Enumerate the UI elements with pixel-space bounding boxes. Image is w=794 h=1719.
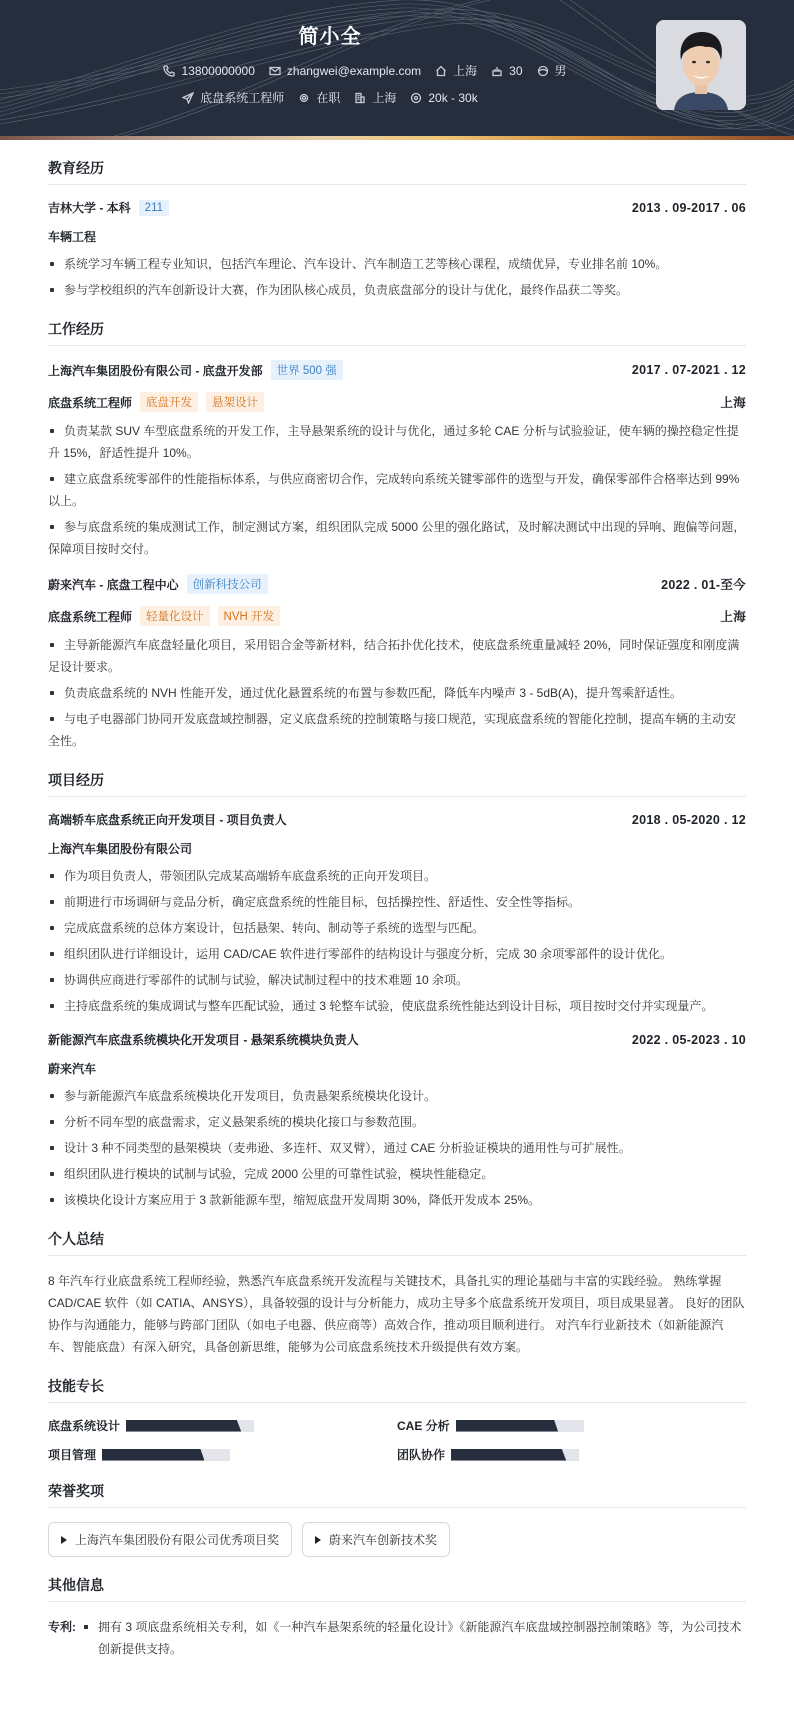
skill-item xyxy=(397,1417,746,1434)
work-date: 2017 . 07-2021 . 12 xyxy=(631,363,746,377)
summary-section xyxy=(48,1229,746,1358)
list-item: 系统学习车辆工程专业知识，包括汽车理论、汽车设计、汽车制造工艺等核心课程，成绩优异，专业排名前 10%。 xyxy=(48,253,746,275)
contact-info-row xyxy=(0,62,660,79)
position-item xyxy=(182,89,284,106)
skill-item xyxy=(397,1446,746,1463)
other-section xyxy=(48,1575,746,1660)
phone-item xyxy=(163,64,254,78)
school-tag: 211 xyxy=(139,200,169,216)
gender-icon xyxy=(537,65,549,77)
awards-section xyxy=(48,1481,746,1557)
project-entry xyxy=(48,1031,746,1211)
email-value: zhangwei@example.com xyxy=(286,63,422,78)
skill-tag: 轻量化设计 xyxy=(140,606,210,626)
project-company: 上海汽车集团股份有限公司 xyxy=(48,842,193,856)
education-section xyxy=(48,158,746,301)
list-item: 协调供应商进行零部件的试制与试验，解决试制过程中的技术难题 10 余项。 xyxy=(48,969,746,991)
status-item xyxy=(298,89,340,106)
triangle-icon xyxy=(61,1536,67,1544)
skill-bar xyxy=(451,1449,579,1461)
skill-name: 项目管理 xyxy=(48,1448,97,1462)
summary-text: 8 年汽车行业底盘系统工程师经验，熟悉汽车底盘系统开发流程与关键技术，具备扎实的理论基础与丰富的实践经验。 熟练掌握 CAD/CAE 软件（如 CATIA、ANSYS），具备较强的设计与分析能力，成功主导多个底盘系统开发项目，项目成果显著。 良好的团队协作与沟通能力，能够与跨部门团队（如电子电器、供应商等）高效合作，推动项目顺利进行。 对汽车行业新技术（如新能源汽车、智能底盘）有深入研究，具备创新思维，能够为公司底盘系统技术升级提供有效方案。 xyxy=(48,1274,745,1354)
project-bullets xyxy=(48,865,746,1017)
age-item xyxy=(491,64,522,78)
work-entry xyxy=(48,574,746,752)
award-label: 上海汽车集团股份有限公司优秀项目奖 xyxy=(75,1533,280,1547)
list-item: 参与学校组织的汽车创新设计大赛，作为团队核心成员，负责底盘部分的设计与优化，最终作品获二等奖。 xyxy=(48,279,746,301)
skill-name: CAE 分析 xyxy=(397,1419,450,1433)
salary-value: 20k - 30k xyxy=(428,90,478,105)
project-name: 高端轿车底盘系统正向开发项目 - 项目负责人 xyxy=(48,813,287,827)
list-item: 分析不同车型的底盘需求，定义悬架系统的模块化接口与参数范围。 xyxy=(48,1111,746,1133)
section-title-work: 工作经历 xyxy=(48,319,746,346)
phone-value: 13800000000 xyxy=(181,63,255,78)
skill-item xyxy=(48,1446,397,1463)
candidate-name: 简小全 xyxy=(298,26,362,48)
send-icon xyxy=(182,92,194,104)
hometown-value: 上海 xyxy=(453,64,478,78)
list-item: 前期进行市场调研与竞品分析，确定底盘系统的性能目标，包括操控性、舒适性、安全性等指标。 xyxy=(48,891,746,913)
project-date: 2022 . 05-2023 . 10 xyxy=(631,1032,746,1047)
patent-label: 专利: xyxy=(48,1620,76,1634)
project-date: 2018 . 05-2020 . 12 xyxy=(631,812,746,827)
work-city: 上海 xyxy=(720,610,746,624)
skill-tag: NVH 开发 xyxy=(218,606,280,626)
mail-icon xyxy=(269,65,281,77)
skill-bar xyxy=(456,1420,584,1432)
role: 底盘系统工程师 xyxy=(48,609,133,624)
project-bullets xyxy=(48,1085,746,1211)
patent-text: 拥有 3 项底盘系统相关专利，如《一种汽车悬架系统的轻量化设计》《新能源汽车底盘域控制器控制策略》等，为公司技术创新提供支持。 xyxy=(82,1616,746,1660)
age-value: 30 xyxy=(509,63,523,78)
list-item: 参与新能源汽车底盘系统模块化开发项目，负责悬架系统模块化设计。 xyxy=(48,1085,746,1107)
job-info-row xyxy=(0,89,660,106)
role: 底盘系统工程师 xyxy=(48,395,133,410)
position-value: 底盘系统工程师 xyxy=(200,91,285,105)
list-item: 主持底盘系统的集成调试与整车匹配试验，通过 3 轮整车试验，使底盘系统性能达到设计目标，项目按时交付并实现量产。 xyxy=(48,995,746,1017)
section-title-summary: 个人总结 xyxy=(48,1229,746,1256)
list-item: 作为项目负责人，带领团队完成某高端轿车底盘系统的正向开发项目。 xyxy=(48,865,746,887)
header-accent-bar xyxy=(0,136,794,140)
list-item: 与电子电器部门协同开发底盘域控制器，定义底盘系统的控制策略与接口规范，实现底盘系统的智能化控制，提高车辆的主动安全性。 xyxy=(48,708,746,752)
salary-item xyxy=(410,91,477,105)
gender-item xyxy=(537,62,567,79)
skill-bar-fill xyxy=(126,1420,241,1432)
work-bullets xyxy=(48,634,746,752)
work-section xyxy=(48,319,746,752)
section-title-other: 其他信息 xyxy=(48,1575,746,1602)
gender-value: 男 xyxy=(554,64,567,78)
city-item xyxy=(354,89,396,106)
award-label: 蔚来汽车创新技术奖 xyxy=(329,1533,438,1547)
list-item: 负责底盘系统的 NVH 性能开发，通过优化悬置系统的布置与参数匹配，降低车内噪声 3 - 5dB(A)，提升驾乘舒适性。 xyxy=(48,682,746,704)
list-item: 组织团队进行模块的试制与试验，完成 2000 公里的可靠性试验，模块性能稳定。 xyxy=(48,1163,746,1185)
hometown-item xyxy=(435,62,477,79)
age-icon xyxy=(491,65,503,77)
list-item: 参与底盘系统的集成测试工作，制定测试方案，组织团队完成 5000 公里的强化路试，及时解决测试中出现的异响、跑偏等问题，保障项目按时交付。 xyxy=(48,516,746,560)
project-name: 新能源汽车底盘系统模块化开发项目 - 悬架系统模块负责人 xyxy=(48,1033,359,1047)
work-date: 2022 . 01-至今 xyxy=(661,578,746,592)
list-item: 负责某款 SUV 车型底盘系统的开发工作，主导悬架系统的设计与优化，通过多轮 CAE 分析与试验验证，使车辆的操控稳定性提升 15%，舒适性提升 10%。 xyxy=(48,420,746,464)
company-tag: 世界 500 强 xyxy=(271,360,343,380)
skill-bar-fill xyxy=(451,1449,566,1461)
skill-bar xyxy=(102,1449,230,1461)
list-item: 组织团队进行详细设计，运用 CAD/CAE 软件进行零部件的结构设计与强度分析，完成 30 余项零部件的设计优化。 xyxy=(48,943,746,965)
resume-body xyxy=(0,158,794,1660)
company-tag: 创新科技公司 xyxy=(187,574,268,594)
school-name: 吉林大学 - 本科 xyxy=(48,201,131,215)
project-entry xyxy=(48,811,746,1017)
skill-item xyxy=(48,1417,397,1434)
skill-tag: 底盘开发 xyxy=(140,392,198,412)
work-entry xyxy=(48,360,746,560)
section-title-projects: 项目经历 xyxy=(48,770,746,797)
section-title-education: 教育经历 xyxy=(48,158,746,185)
skill-tag: 悬架设计 xyxy=(206,392,264,412)
phone-icon xyxy=(163,65,175,77)
company-name: 蔚来汽车 - 底盘工程中心 xyxy=(48,577,179,592)
resume-header xyxy=(0,0,794,140)
salary-icon xyxy=(410,92,422,104)
work-bullets xyxy=(48,420,746,560)
award-item xyxy=(302,1522,450,1557)
avatar-portrait xyxy=(656,20,746,110)
home-icon xyxy=(435,65,447,77)
list-item: 该模块化设计方案应用于 3 款新能源车型，缩短底盘开发周期 30%，降低开发成本 25%。 xyxy=(48,1189,746,1211)
list-item: 设计 3 种不同类型的悬架模块（麦弗逊、多连杆、双叉臂），通过 CAE 分析验证模块的通用性与可扩展性。 xyxy=(48,1137,746,1159)
city-value: 上海 xyxy=(372,91,397,105)
awards-list xyxy=(48,1522,746,1557)
building-icon xyxy=(354,92,366,104)
avatar xyxy=(656,20,746,110)
skill-bar-fill xyxy=(456,1420,558,1432)
status-icon xyxy=(298,92,310,104)
skill-bar-fill xyxy=(102,1449,204,1461)
skill-name: 团队协作 xyxy=(397,1448,446,1462)
list-item: 建立底盘系统零部件的性能指标体系，与供应商密切合作，完成转向系统关键零部件的选型与开发，确保零部件合格率达到 99%以上。 xyxy=(48,468,746,512)
skills-section xyxy=(48,1376,746,1463)
status-value: 在职 xyxy=(316,91,341,105)
skill-bar xyxy=(126,1420,254,1432)
education-bullets xyxy=(48,253,746,301)
email-item xyxy=(269,64,421,78)
skills-grid xyxy=(48,1417,746,1463)
list-item: 主导新能源汽车底盘轻量化项目，采用铝合金等新材料，结合拓扑优化技术，使底盘系统重量减轻 20%，同时保证强度和刚度满足设计要求。 xyxy=(48,634,746,678)
skill-name: 底盘系统设计 xyxy=(48,1419,121,1433)
major: 车辆工程 xyxy=(48,230,97,244)
patent-row xyxy=(48,1616,746,1660)
award-item xyxy=(48,1522,292,1557)
education-date: 2013 . 09-2017 . 06 xyxy=(631,200,746,215)
list-item: 完成底盘系统的总体方案设计，包括悬架、转向、制动等子系统的选型与匹配。 xyxy=(48,917,746,939)
education-entry xyxy=(48,199,746,301)
company-name: 上海汽车集团股份有限公司 - 底盘开发部 xyxy=(48,363,263,378)
project-company: 蔚来汽车 xyxy=(48,1062,97,1076)
section-title-skills: 技能专长 xyxy=(48,1376,746,1403)
section-title-awards: 荣誉奖项 xyxy=(48,1481,746,1508)
work-city: 上海 xyxy=(720,396,746,410)
triangle-icon xyxy=(315,1536,321,1544)
projects-section xyxy=(48,770,746,1211)
